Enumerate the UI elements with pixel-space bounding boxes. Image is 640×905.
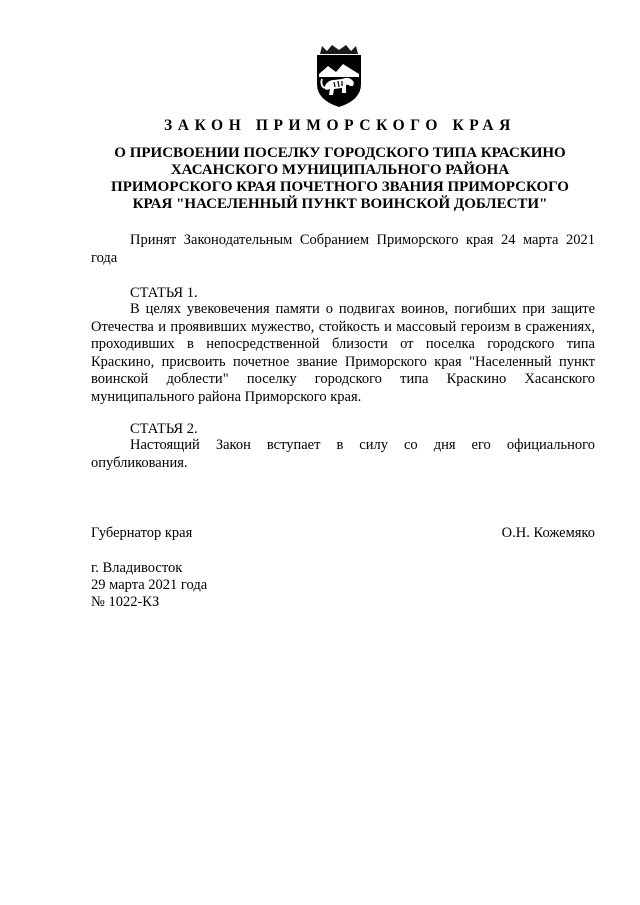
- subtitle-line: ПРИМОРСКОГО КРАЯ ПОЧЕТНОГО ЗВАНИЯ ПРИМОРСКОГО: [111, 179, 569, 195]
- subtitle-line: О ПРИСВОЕНИИ ПОСЕЛКУ ГОРОДСКОГО ТИПА КРАСКИНО: [114, 145, 566, 161]
- coat-of-arms-icon: [312, 44, 366, 108]
- article-1-text: В целях увековечения памяти о подвигах воинов, погибших при защите Отечества и проявивших мужество, стойкость и массовый героизм в сражениях, проходивших в непосредственной близости от поселка городского типа Краскино, присвоить почетное звание Приморского края "Населенный пункт воинской доблести" поселку городского типа Краскино Хасанского муниципального района Приморского края.: [91, 301, 595, 405]
- law-number: № 1022-КЗ: [91, 594, 160, 610]
- signing-city: г. Владивосток: [91, 560, 183, 576]
- subtitle-line: КРАЯ "НАСЕЛЕННЫЙ ПУНКТ ВОИНСКОЙ ДОБЛЕСТИ": [132, 196, 548, 212]
- signatory-name: О.Н. Кожемяко: [501, 525, 595, 541]
- subtitle-line: ХАСАНСКОГО МУНИЦИПАЛЬНОГО РАЙОНА: [170, 162, 510, 178]
- law-title: ЗАКОН ПРИМОРСКОГО КРАЯ: [164, 117, 516, 134]
- signing-date: 29 марта 2021 года: [91, 577, 208, 593]
- adoption-statement: Принят Законодательным Собранием Приморского края 24 марта 2021 года: [91, 232, 595, 266]
- law-subtitle: [100, 145, 580, 213]
- article-2-text: Настоящий Закон вступает в силу со дня его официального опубликования.: [91, 437, 595, 471]
- signatory-position: Губернатор края: [91, 525, 193, 541]
- article-1-heading: СТАТЬЯ 1.: [130, 285, 198, 301]
- article-2-heading: СТАТЬЯ 2.: [130, 421, 198, 437]
